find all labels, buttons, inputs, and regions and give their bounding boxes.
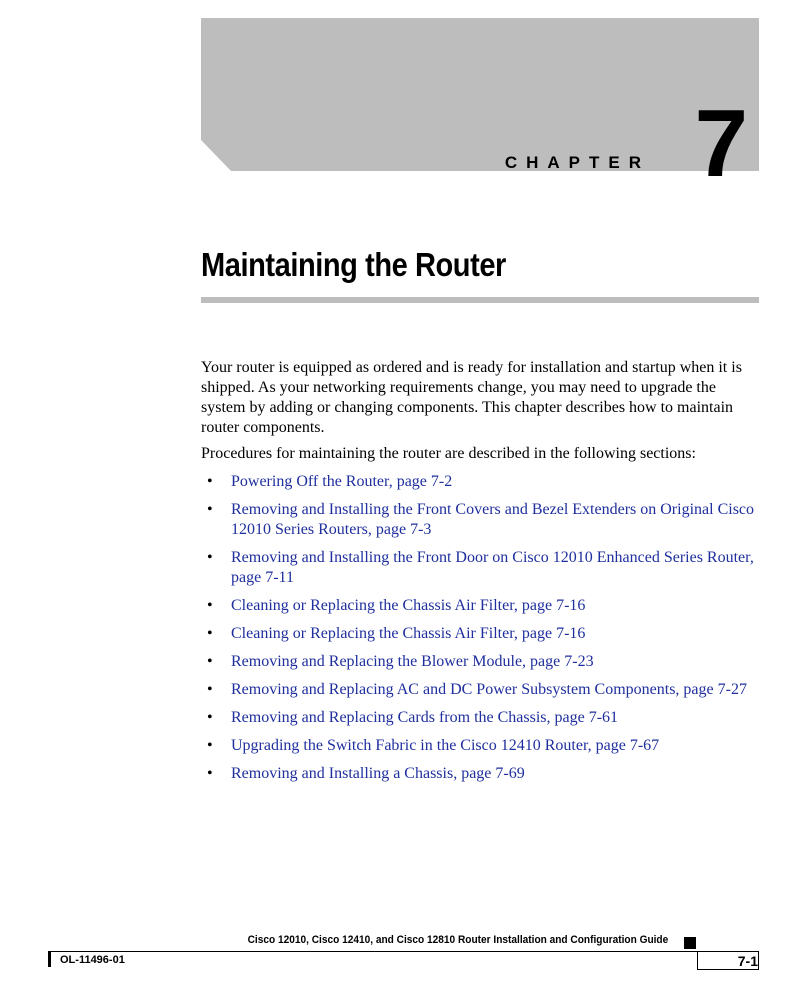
- bullet-icon: •: [207, 653, 213, 670]
- bullet-icon: •: [207, 765, 213, 782]
- list-item: [201, 624, 759, 644]
- chapter-banner: [201, 18, 759, 171]
- section-list: [201, 472, 759, 784]
- footer-guide-title: Cisco 12010, Cisco 12410, and Cisco 12810 Router Installation and Configuration Guide: [247, 934, 668, 946]
- footer-doc-id: OL-11496-01: [60, 954, 125, 966]
- section-link[interactable]: Cleaning or Replacing the Chassis Air Filter, page 7-16: [231, 597, 586, 614]
- list-item: [201, 708, 759, 728]
- section-link[interactable]: Removing and Replacing AC and DC Power Subsystem Components, page 7-27: [231, 681, 747, 698]
- bullet-icon: •: [207, 549, 213, 566]
- list-item: [201, 472, 759, 492]
- page-title: Maintaining the Router: [201, 246, 506, 283]
- chapter-body: [201, 358, 759, 784]
- bullet-icon: •: [207, 709, 213, 726]
- footer-tick: [48, 951, 51, 967]
- list-item: [201, 596, 759, 616]
- section-link[interactable]: Removing and Installing a Chassis, page 7-69: [231, 765, 525, 782]
- list-item: [201, 652, 759, 672]
- bullet-icon: •: [207, 625, 213, 642]
- bullet-icon: •: [207, 737, 213, 754]
- section-link[interactable]: Upgrading the Switch Fabric in the Cisco 12410 Router, page 7-67: [231, 737, 660, 754]
- section-link[interactable]: Powering Off the Router, page 7-2: [231, 473, 453, 490]
- section-link[interactable]: Removing and Replacing the Blower Module, page 7-23: [231, 653, 594, 670]
- list-item: [201, 680, 759, 700]
- bullet-icon: •: [207, 501, 213, 518]
- section-link[interactable]: Removing and Installing the Front Door on Cisco 12010 Enhanced Series Router, page 7-11: [231, 549, 754, 586]
- section-link[interactable]: Removing and Replacing Cards from the Chassis, page 7-61: [231, 709, 619, 726]
- intro-paragraph: Your router is equipped as ordered and is ready for installation and startup when it is shipped. As your networking requirements change, you may need to upgrade the system by adding or changing components. This chapter describes how to maintain router components.: [201, 359, 742, 436]
- list-item: [201, 764, 759, 784]
- section-link[interactable]: Removing and Installing the Front Covers and Bezel Extenders on Original Cisco 12010 Series Routers, page 7-3: [231, 501, 755, 538]
- footer-marker: [684, 937, 696, 949]
- sections-lead: Procedures for maintaining the router are described in the following sections:: [201, 445, 696, 462]
- chapter-number: 7: [694, 90, 748, 197]
- title-rule: [201, 297, 759, 303]
- list-item: [201, 500, 759, 540]
- list-item: [201, 736, 759, 756]
- bullet-icon: •: [207, 681, 213, 698]
- footer-rule: [48, 951, 759, 952]
- section-link[interactable]: Cleaning or Replacing the Chassis Air Filter, page 7-16: [231, 625, 586, 642]
- list-item: [201, 548, 759, 588]
- bullet-icon: •: [207, 473, 213, 490]
- bullet-icon: •: [207, 597, 213, 614]
- chapter-label: CHAPTER: [504, 153, 650, 172]
- footer-page-number: 7-1: [737, 953, 758, 969]
